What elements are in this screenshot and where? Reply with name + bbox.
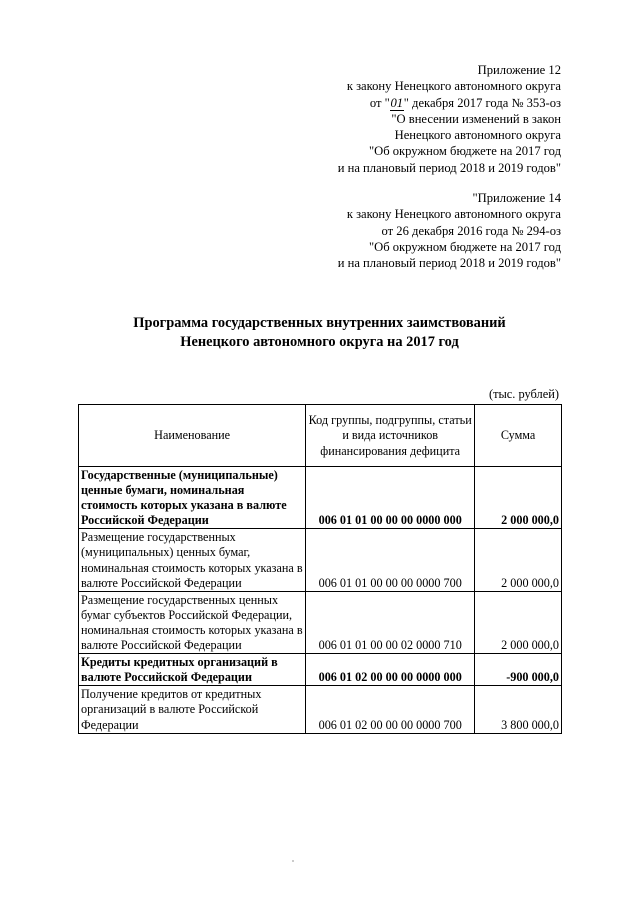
appendix-12-header [338,62,561,176]
appendix-line: "О внесении изменений в закон [391,111,561,126]
row-name: Кредиты кредитных организаций в валюте Российской Федерации [79,654,306,686]
appendix-line: к закону Ненецкого автономного округа [346,79,561,94]
row-code: 006 01 02 00 00 00 0000 000 [306,654,475,686]
header-code: Код группы, подгруппы, статьи и вида источников финансирования дефицита [306,405,475,467]
appendix-line: "Об окружном бюджете на 2017 год [368,239,561,254]
row-code: 006 01 01 00 00 00 0000 000 [306,467,475,529]
header-name: Наименование [79,405,306,467]
appendix-line: от 26 декабря 2016 года № 294-оз [381,223,561,238]
title-line-1: Программа государственных внутренних заимствований [133,315,506,331]
units-label: (тыс. рублей) [488,387,559,401]
title-line-2: Ненецкого автономного округа на 2017 год [180,334,459,350]
appendix-line: "Об окружном бюджете на 2017 год [368,144,561,159]
table-row [79,591,562,653]
row-sum: 2 000 000,0 [475,467,562,529]
document-title [0,314,639,352]
appendix-line: Ненецкого автономного округа [394,128,561,143]
row-code: 006 01 01 00 00 02 0000 710 [306,591,475,653]
table-header-row [79,405,562,467]
appendix-14-header [338,190,561,271]
row-name: Размещение государственных (муниципальных) ценных бумаг, номинальная стоимость которых указана в валюте Российской Федерации [79,529,306,591]
handwritten-day: 01 [390,95,404,110]
appendix-line: "Приложение 14 [472,191,561,205]
table-row [79,529,562,591]
date-prefix: от " [369,95,390,110]
date-suffix: " декабря 2017 года № 353-оз [403,95,561,110]
table-row [79,654,562,686]
row-name: Государственные (муниципальные) ценные бумаги, номинальная стоимость которых указана в валюте Российской Федерации [79,467,306,529]
appendix-line: и на плановый период 2018 и 2019 годов" [337,160,561,175]
row-sum: -900 000,0 [475,654,562,686]
row-name: Размещение государственных ценных бумаг субъектов Российской Федерации, номинальная стоимость которых указана в валюте Российской Федерации [79,591,306,653]
row-sum: 2 000 000,0 [475,591,562,653]
row-code: 006 01 02 00 00 00 0000 700 [306,686,475,733]
appendix-line: Приложение 12 [477,63,561,77]
table-row [79,686,562,733]
row-code: 006 01 01 00 00 00 0000 700 [306,529,475,591]
row-sum: 3 800 000,0 [475,686,562,733]
appendix-date-line [338,95,561,111]
table-row [79,467,562,529]
scan-artifact [292,860,294,862]
borrowings-table [78,404,562,734]
appendix-line: к закону Ненецкого автономного округа [346,207,561,222]
row-name: Получение кредитов от кредитных организаций в валюте Российской Федерации [79,686,306,733]
appendix-line: и на плановый период 2018 и 2019 годов" [337,256,561,271]
row-sum: 2 000 000,0 [475,529,562,591]
header-sum: Сумма [475,405,562,467]
